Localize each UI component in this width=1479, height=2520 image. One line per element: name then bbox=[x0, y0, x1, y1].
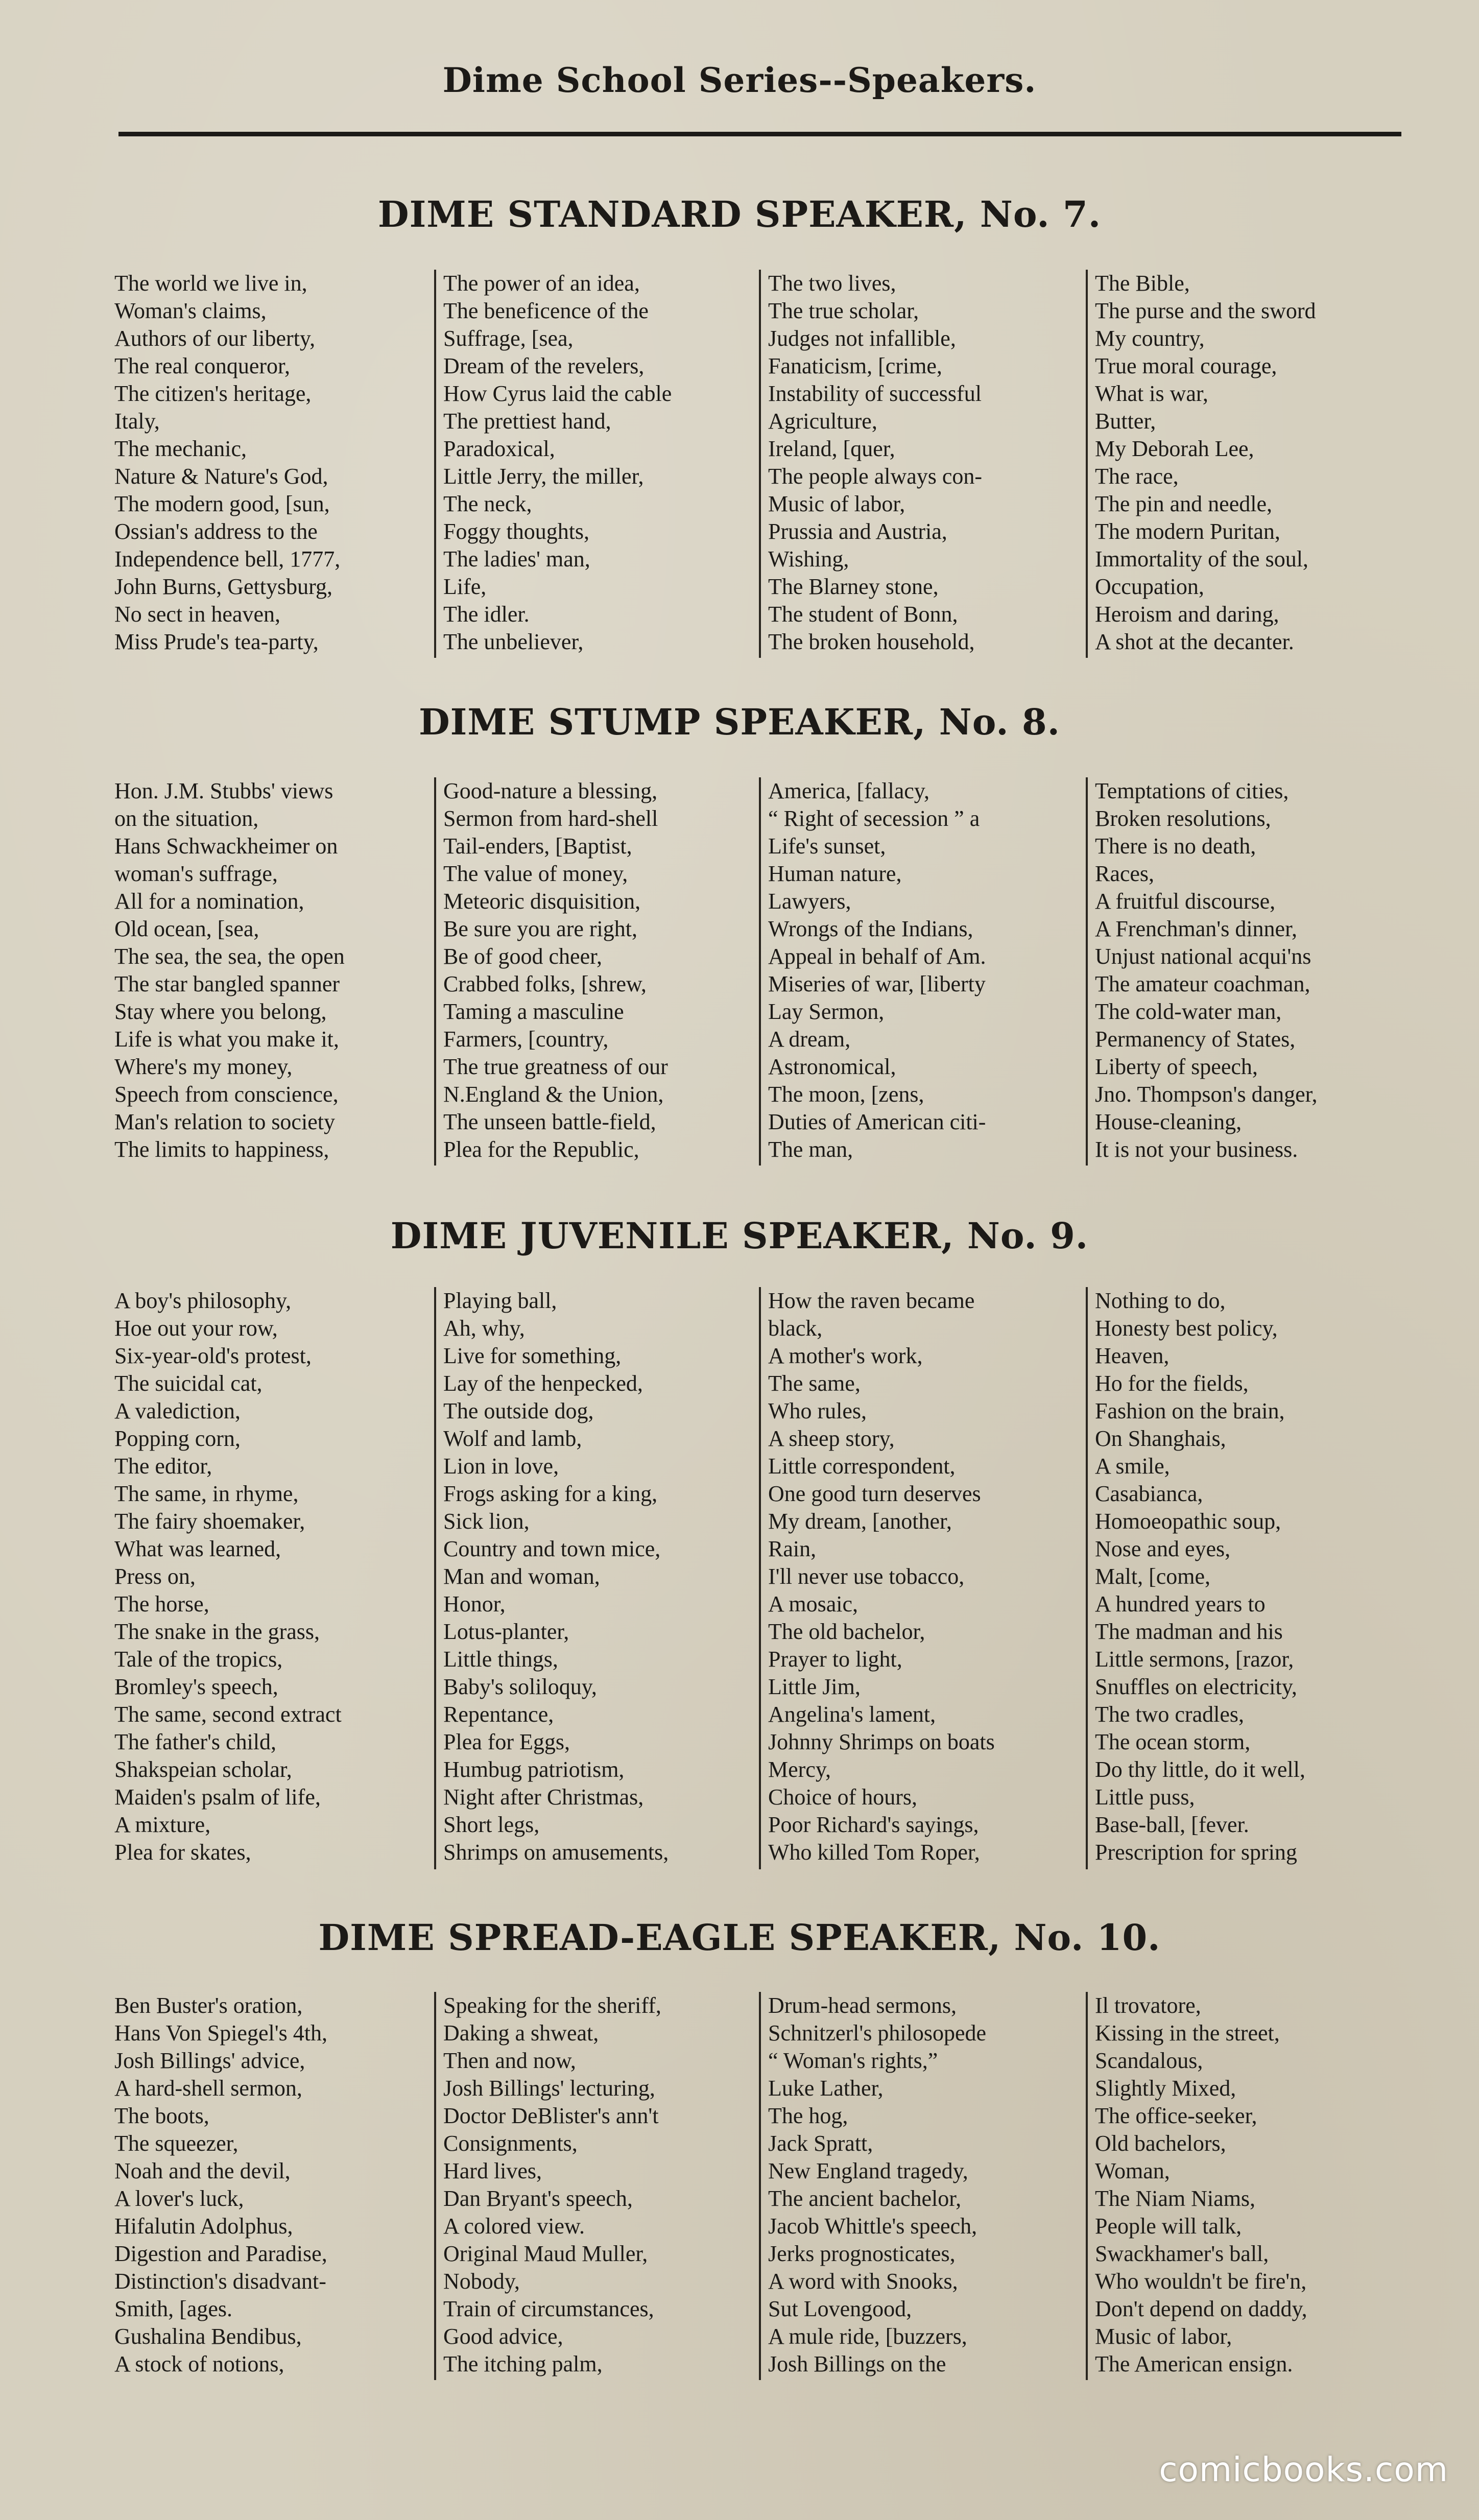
list-item: Foggy thoughts, bbox=[443, 519, 590, 544]
list-item: Little Jim, bbox=[768, 1674, 861, 1699]
list-item: Scandalous, bbox=[1095, 2048, 1203, 2073]
section-title-spread-eagle-speaker: DIME SPREAD-EAGLE SPEAKER, No. 10. bbox=[318, 1916, 1161, 1959]
column-4 bbox=[1086, 1287, 1410, 1869]
list-item: Homoeopathic soup, bbox=[1095, 1509, 1281, 1534]
list-item: Schnitzerl's philosopede bbox=[768, 2020, 987, 2046]
list-item: Lotus-planter, bbox=[443, 1619, 569, 1644]
list-item: The hog, bbox=[768, 2103, 848, 2128]
list-item: The two lives, bbox=[768, 271, 896, 296]
list-item: The value of money, bbox=[443, 861, 628, 886]
list-item: Little correspondent, bbox=[768, 1454, 956, 1479]
list-item: Repentance, bbox=[443, 1702, 554, 1727]
list-item: The power of an idea, bbox=[443, 271, 640, 296]
list-item: Old bachelors, bbox=[1095, 2131, 1226, 2156]
column-2 bbox=[434, 777, 759, 1166]
list-item: The mechanic, bbox=[114, 436, 247, 461]
list-item: The neck, bbox=[443, 491, 532, 516]
list-item: Malt, [come, bbox=[1095, 1564, 1211, 1589]
list-item: A sheep story, bbox=[768, 1426, 895, 1451]
list-item: Human nature, bbox=[768, 861, 902, 886]
list-item: Who rules, bbox=[768, 1398, 867, 1423]
list-item: Agriculture, bbox=[768, 409, 877, 434]
column-1 bbox=[110, 1287, 434, 1869]
list-item: Heaven, bbox=[1095, 1343, 1170, 1368]
list-item: Mercy, bbox=[768, 1757, 831, 1782]
list-item: Occupation, bbox=[1095, 574, 1204, 599]
list-item: The madman and his bbox=[1095, 1619, 1283, 1644]
list-item: Miss Prude's tea-party, bbox=[114, 629, 319, 654]
column-1 bbox=[110, 777, 434, 1166]
section-title-standard-speaker: DIME STANDARD SPEAKER, No. 7. bbox=[377, 193, 1102, 235]
list-item: Hard lives, bbox=[443, 2158, 542, 2183]
list-item: The snake in the grass, bbox=[114, 1619, 320, 1644]
list-item: Shakspeian scholar, bbox=[114, 1757, 292, 1782]
list-item: Smith, [ages. bbox=[114, 2296, 232, 2321]
list-item: A Frenchman's dinner, bbox=[1095, 916, 1297, 941]
list-item: Snuffles on electricity, bbox=[1095, 1674, 1297, 1699]
list-item: The sea, the sea, the open bbox=[114, 944, 345, 969]
list-item: Independence bell, 1777, bbox=[114, 546, 341, 572]
list-item: Judges not infallible, bbox=[768, 326, 956, 351]
list-item: Live for something, bbox=[443, 1343, 622, 1368]
list-item: Duties of American citi- bbox=[768, 1109, 986, 1134]
list-item: Good advice, bbox=[443, 2324, 563, 2349]
list-item: Nothing to do, bbox=[1095, 1288, 1226, 1313]
list-item: Kissing in the street, bbox=[1095, 2020, 1280, 2046]
column-4 bbox=[1086, 777, 1410, 1166]
list-item: The squeezer, bbox=[114, 2131, 238, 2156]
list-item: Taming a masculine bbox=[443, 999, 624, 1024]
page-header-title: Dime School Series--Speakers. bbox=[442, 60, 1037, 100]
list-item: Butter, bbox=[1095, 409, 1156, 434]
list-item: Lawyers, bbox=[768, 889, 851, 914]
list-item: Little sermons, [razor, bbox=[1095, 1647, 1294, 1672]
list-item: Temptations of cities, bbox=[1095, 778, 1289, 803]
list-item: Where's my money, bbox=[114, 1054, 293, 1079]
list-item: The father's child, bbox=[114, 1729, 277, 1754]
list-item: One good turn deserves bbox=[768, 1481, 981, 1506]
list-item: Appeal in behalf of Am. bbox=[768, 944, 986, 969]
list-item: Ossian's address to the bbox=[114, 519, 318, 544]
list-item: The outside dog, bbox=[443, 1398, 594, 1423]
list-item: Heroism and daring, bbox=[1095, 602, 1279, 627]
list-item: Plea for the Republic, bbox=[443, 1137, 639, 1162]
list-item: I'll never use tobacco, bbox=[768, 1564, 965, 1589]
column-4 bbox=[1086, 270, 1410, 658]
list-item: A mosaic, bbox=[768, 1591, 858, 1616]
list-item: True moral courage, bbox=[1095, 353, 1277, 378]
header-rule bbox=[118, 132, 1401, 136]
list-item: Little Jerry, the miller, bbox=[443, 464, 644, 489]
section-columns-juvenile-speaker bbox=[110, 1287, 1410, 1869]
list-item: The unseen battle-field, bbox=[443, 1109, 656, 1134]
list-item: Hon. J.M. Stubbs' views bbox=[114, 778, 333, 803]
list-item: Il trovatore, bbox=[1095, 1993, 1201, 2018]
list-item: Wishing, bbox=[768, 546, 849, 572]
list-item: Speaking for the sheriff, bbox=[443, 1993, 661, 2018]
list-item: The pin and needle, bbox=[1095, 491, 1272, 516]
list-item: The Bible, bbox=[1095, 271, 1190, 296]
list-item: Good-nature a blessing, bbox=[443, 778, 658, 803]
list-item: The people always con- bbox=[768, 464, 983, 489]
list-item: The unbeliever, bbox=[443, 629, 584, 654]
list-item: “ Woman's rights,” bbox=[768, 2048, 938, 2073]
list-item: The citizen's heritage, bbox=[114, 381, 312, 406]
list-item: Broken resolutions, bbox=[1095, 806, 1271, 831]
list-item: Gushalina Bendibus, bbox=[114, 2324, 302, 2349]
column-3 bbox=[759, 1287, 1086, 1869]
list-item: Dan Bryant's speech, bbox=[443, 2186, 633, 2211]
list-item: Speech from conscience, bbox=[114, 1082, 339, 1107]
list-item: Digestion and Paradise, bbox=[114, 2241, 327, 2266]
list-item: The race, bbox=[1095, 464, 1179, 489]
list-item: Jack Spratt, bbox=[768, 2131, 873, 2156]
list-item: The amateur coachman, bbox=[1095, 971, 1310, 996]
list-item: Prescription for spring bbox=[1095, 1840, 1297, 1865]
list-item: Life, bbox=[443, 574, 487, 599]
list-item: The office-seeker, bbox=[1095, 2103, 1257, 2128]
list-item: The beneficence of the bbox=[443, 298, 649, 323]
list-item: Plea for Eggs, bbox=[443, 1729, 570, 1754]
list-item: A lover's luck, bbox=[114, 2186, 244, 2211]
list-item: Astronomical, bbox=[768, 1054, 896, 1079]
list-item: Daking a shweat, bbox=[443, 2020, 599, 2046]
list-item: A fruitful discourse, bbox=[1095, 889, 1276, 914]
section-columns-spread-eagle-speaker bbox=[110, 1992, 1410, 2380]
list-item: Jerks prognosticates, bbox=[768, 2241, 956, 2266]
section-columns-standard-speaker bbox=[110, 270, 1410, 658]
list-item: The man, bbox=[768, 1137, 853, 1162]
list-item: Short legs, bbox=[443, 1812, 540, 1837]
list-item: The same, in rhyme, bbox=[114, 1481, 299, 1506]
list-item: The same, bbox=[768, 1371, 861, 1396]
list-item: What was learned, bbox=[114, 1536, 281, 1561]
list-item: People will talk, bbox=[1095, 2214, 1242, 2239]
list-item: Bromley's speech, bbox=[114, 1674, 278, 1699]
list-item: Life is what you make it, bbox=[114, 1027, 339, 1052]
list-item: The ancient bachelor, bbox=[768, 2186, 962, 2211]
list-item: Train of circumstances, bbox=[443, 2296, 654, 2321]
list-item: John Burns, Gettysburg, bbox=[114, 574, 332, 599]
list-item: My dream, [another, bbox=[768, 1509, 952, 1534]
list-item: The suicidal cat, bbox=[114, 1371, 263, 1396]
list-item: Italy, bbox=[114, 409, 160, 434]
list-item: Josh Billings on the bbox=[768, 2351, 946, 2376]
list-item: Fanaticism, [crime, bbox=[768, 353, 942, 378]
section-columns-stump-speaker bbox=[110, 777, 1410, 1166]
list-item: woman's suffrage, bbox=[114, 861, 278, 886]
column-3 bbox=[759, 270, 1086, 658]
list-item: Then and now, bbox=[443, 2048, 576, 2073]
list-item: black, bbox=[768, 1316, 823, 1341]
list-item: Be of good cheer, bbox=[443, 944, 603, 969]
list-item: A boy's philosophy, bbox=[114, 1288, 292, 1313]
list-item: A hard-shell sermon, bbox=[114, 2076, 302, 2101]
list-item: The editor, bbox=[114, 1454, 212, 1479]
list-item: Woman's claims, bbox=[114, 298, 267, 323]
list-item: Nose and eyes, bbox=[1095, 1536, 1231, 1561]
list-item: Ah, why, bbox=[443, 1316, 525, 1341]
list-item: Man and woman, bbox=[443, 1564, 600, 1589]
list-item: A smile, bbox=[1095, 1454, 1170, 1479]
list-item: New England tragedy, bbox=[768, 2158, 968, 2183]
list-item: Instability of successful bbox=[768, 381, 982, 406]
list-item: Hans Von Spiegel's 4th, bbox=[114, 2020, 327, 2046]
list-item: The purse and the sword bbox=[1095, 298, 1316, 323]
list-item: Music of labor, bbox=[768, 491, 905, 516]
list-item: Luke Lather, bbox=[768, 2076, 884, 2101]
list-item: The true scholar, bbox=[768, 298, 919, 323]
list-item: Shrimps on amusements, bbox=[443, 1840, 669, 1865]
list-item: Maiden's psalm of life, bbox=[114, 1785, 321, 1810]
list-item: Suffrage, [sea, bbox=[443, 326, 574, 351]
list-item: Tail-enders, [Baptist, bbox=[443, 834, 632, 859]
list-item: Man's relation to society bbox=[114, 1109, 335, 1134]
list-item: The limits to happiness, bbox=[114, 1137, 329, 1162]
list-item: There is no death, bbox=[1095, 834, 1256, 859]
section-title-juvenile-speaker: DIME JUVENILE SPEAKER, No. 9. bbox=[390, 1215, 1089, 1257]
list-item: The two cradles, bbox=[1095, 1702, 1244, 1727]
list-item: The star bangled spanner bbox=[114, 971, 340, 996]
list-item: The ocean storm, bbox=[1095, 1729, 1251, 1754]
list-item: Nobody, bbox=[443, 2269, 520, 2294]
list-item: No sect in heaven, bbox=[114, 602, 280, 627]
list-item: Old ocean, [sea, bbox=[114, 916, 259, 941]
list-item: The idler. bbox=[443, 602, 530, 627]
list-item: The world we live in, bbox=[114, 271, 307, 296]
list-item: The fairy shoemaker, bbox=[114, 1509, 305, 1534]
list-item: The cold-water man, bbox=[1095, 999, 1282, 1024]
column-4 bbox=[1086, 1992, 1410, 2380]
list-item: Nature & Nature's God, bbox=[114, 464, 328, 489]
list-item: Baby's soliloquy, bbox=[443, 1674, 597, 1699]
list-item: A mixture, bbox=[114, 1812, 211, 1837]
list-item: Sick lion, bbox=[443, 1509, 530, 1534]
column-2 bbox=[434, 270, 759, 658]
list-item: The prettiest hand, bbox=[443, 409, 611, 434]
list-item: Who wouldn't be fire'n, bbox=[1095, 2269, 1307, 2294]
list-item: The moon, [zens, bbox=[768, 1082, 924, 1107]
list-item: Doctor DeBlister's ann't bbox=[443, 2103, 659, 2128]
column-3 bbox=[759, 777, 1086, 1166]
list-item: It is not your business. bbox=[1095, 1137, 1298, 1162]
list-item: Farmers, [country, bbox=[443, 1027, 609, 1052]
list-item: “ Right of secession ” a bbox=[768, 806, 980, 831]
list-item: Swackhamer's ball, bbox=[1095, 2241, 1269, 2266]
column-1 bbox=[110, 270, 434, 658]
list-item: Rain, bbox=[768, 1536, 817, 1561]
list-item: The horse, bbox=[114, 1591, 209, 1616]
list-item: Hans Schwackheimer on bbox=[114, 834, 338, 859]
list-item: Prussia and Austria, bbox=[768, 519, 947, 544]
list-item: Dream of the revelers, bbox=[443, 353, 645, 378]
list-item: Base-ball, [fever. bbox=[1095, 1812, 1249, 1837]
list-item: Crabbed folks, [shrew, bbox=[443, 971, 647, 996]
list-item: Choice of hours, bbox=[768, 1785, 918, 1810]
list-item: Immortality of the soul, bbox=[1095, 546, 1308, 572]
list-item: A colored view. bbox=[443, 2214, 585, 2239]
list-item: Hoe out your row, bbox=[114, 1316, 278, 1341]
list-item: Humbug patriotism, bbox=[443, 1757, 625, 1782]
list-item: Woman, bbox=[1095, 2158, 1170, 2183]
list-item: Be sure you are right, bbox=[443, 916, 637, 941]
list-item: Distinction's disadvant- bbox=[114, 2269, 326, 2294]
list-item: Life's sunset, bbox=[768, 834, 886, 859]
list-item: A hundred years to bbox=[1095, 1591, 1266, 1616]
list-item: Unjust national acqui'ns bbox=[1095, 944, 1311, 969]
list-item: Who killed Tom Roper, bbox=[768, 1840, 980, 1865]
list-item: The broken household, bbox=[768, 629, 975, 654]
list-item: A valediction, bbox=[114, 1398, 241, 1423]
list-item: Jno. Thompson's danger, bbox=[1095, 1082, 1318, 1107]
list-item: Music of labor, bbox=[1095, 2324, 1232, 2349]
list-item: Honesty best policy, bbox=[1095, 1316, 1278, 1341]
list-item: Playing ball, bbox=[443, 1288, 557, 1313]
list-item: The ladies' man, bbox=[443, 546, 590, 572]
list-item: Poor Richard's sayings, bbox=[768, 1812, 979, 1837]
list-item: The modern good, [sun, bbox=[114, 491, 330, 516]
list-item: My Deborah Lee, bbox=[1095, 436, 1254, 461]
column-2 bbox=[434, 1287, 759, 1869]
list-item: Little things, bbox=[443, 1647, 558, 1672]
list-item: The old bachelor, bbox=[768, 1619, 925, 1644]
list-item: Six-year-old's protest, bbox=[114, 1343, 312, 1368]
list-item: Slightly Mixed, bbox=[1095, 2076, 1236, 2101]
list-item: Tale of the tropics, bbox=[114, 1647, 283, 1672]
list-item: Josh Billings' advice, bbox=[114, 2048, 305, 2073]
list-item: My country, bbox=[1095, 326, 1205, 351]
list-item: Sermon from hard-shell bbox=[443, 806, 658, 831]
list-item: The modern Puritan, bbox=[1095, 519, 1280, 544]
list-item: A shot at the decanter. bbox=[1095, 629, 1294, 654]
list-item: Lay Sermon, bbox=[768, 999, 885, 1024]
list-item: Wolf and lamb, bbox=[443, 1426, 582, 1451]
list-item: All for a nomination, bbox=[114, 889, 304, 914]
list-item: The Blarney stone, bbox=[768, 574, 939, 599]
list-item: Noah and the devil, bbox=[114, 2158, 291, 2183]
list-item: Original Maud Muller, bbox=[443, 2241, 648, 2266]
list-item: Paradoxical, bbox=[443, 436, 555, 461]
list-item: Lion in love, bbox=[443, 1454, 559, 1479]
column-1 bbox=[110, 1992, 434, 2380]
list-item: The same, second extract bbox=[114, 1702, 342, 1727]
watermark-text: comicbooks.com bbox=[1159, 2450, 1448, 2489]
list-item: Consignments, bbox=[443, 2131, 578, 2156]
list-item: A mule ride, [buzzers, bbox=[768, 2324, 967, 2349]
list-item: Hifalutin Adolphus, bbox=[114, 2214, 293, 2239]
list-item: Races, bbox=[1095, 861, 1155, 886]
list-item: Johnny Shrimps on boats bbox=[768, 1729, 995, 1754]
section-title-stump-speaker: DIME STUMP SPEAKER, No. 8. bbox=[418, 701, 1061, 743]
list-item: Ireland, [quer, bbox=[768, 436, 895, 461]
list-item: N.England & the Union, bbox=[443, 1082, 664, 1107]
column-3 bbox=[759, 1992, 1086, 2380]
list-item: Sut Lovengood, bbox=[768, 2296, 912, 2321]
list-item: Jacob Whittle's speech, bbox=[768, 2214, 977, 2239]
list-item: A dream, bbox=[768, 1027, 851, 1052]
list-item: A stock of notions, bbox=[114, 2351, 284, 2376]
list-item: Authors of our liberty, bbox=[114, 326, 316, 351]
list-item: The boots, bbox=[114, 2103, 209, 2128]
list-item: How Cyrus laid the cable bbox=[443, 381, 672, 406]
list-item: House-cleaning, bbox=[1095, 1109, 1242, 1134]
list-item: Popping corn, bbox=[114, 1426, 241, 1451]
list-item: The true greatness of our bbox=[443, 1054, 668, 1079]
list-item: Casabianca, bbox=[1095, 1481, 1203, 1506]
list-item: Plea for skates, bbox=[114, 1840, 251, 1865]
list-item: Wrongs of the Indians, bbox=[768, 916, 973, 941]
list-item: Stay where you belong, bbox=[114, 999, 327, 1024]
list-item: Ben Buster's oration, bbox=[114, 1993, 303, 2018]
list-item: Don't depend on daddy, bbox=[1095, 2296, 1307, 2321]
list-item: Fashion on the brain, bbox=[1095, 1398, 1285, 1423]
list-item: Lay of the henpecked, bbox=[443, 1371, 643, 1396]
list-item: A mother's work, bbox=[768, 1343, 923, 1368]
list-item: Liberty of speech, bbox=[1095, 1054, 1258, 1079]
list-item: America, [fallacy, bbox=[768, 778, 929, 803]
list-item: Prayer to light, bbox=[768, 1647, 902, 1672]
list-item: The American ensign. bbox=[1095, 2351, 1293, 2376]
list-item: How the raven became bbox=[768, 1288, 975, 1313]
list-item: The student of Bonn, bbox=[768, 602, 958, 627]
list-item: Angelina's lament, bbox=[768, 1702, 936, 1727]
list-item: Country and town mice, bbox=[443, 1536, 661, 1561]
list-item: The Niam Niams, bbox=[1095, 2186, 1256, 2211]
column-2 bbox=[434, 1992, 759, 2380]
list-item: The itching palm, bbox=[443, 2351, 603, 2376]
list-item: Night after Christmas, bbox=[443, 1785, 644, 1810]
list-item: Permanency of States, bbox=[1095, 1027, 1296, 1052]
list-item: Josh Billings' lecturing, bbox=[443, 2076, 655, 2101]
list-item: Little puss, bbox=[1095, 1785, 1195, 1810]
list-item: Drum-head sermons, bbox=[768, 1993, 957, 2018]
list-item: Miseries of war, [liberty bbox=[768, 971, 986, 996]
list-item: Ho for the fields, bbox=[1095, 1371, 1249, 1396]
list-item: Do thy little, do it well, bbox=[1095, 1757, 1305, 1782]
list-item: A word with Snooks, bbox=[768, 2269, 958, 2294]
list-item: Meteoric disquisition, bbox=[443, 889, 641, 914]
list-item: What is war, bbox=[1095, 381, 1208, 406]
list-item: Frogs asking for a king, bbox=[443, 1481, 658, 1506]
list-item: On Shanghais, bbox=[1095, 1426, 1226, 1451]
list-item: The real conqueror, bbox=[114, 353, 290, 378]
list-item: Honor, bbox=[443, 1591, 506, 1616]
list-item: on the situation, bbox=[114, 806, 259, 831]
list-item: Press on, bbox=[114, 1564, 196, 1589]
